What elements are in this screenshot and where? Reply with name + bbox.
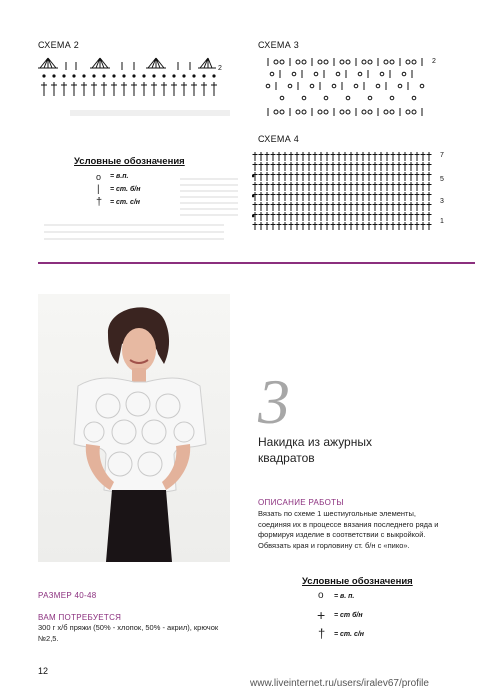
fan-icon	[146, 58, 166, 68]
fan-icon	[90, 58, 110, 68]
description-heading: ОПИСАНИЕ РАБОТЫ	[258, 498, 344, 507]
chain-stitch-icon: о	[318, 590, 324, 601]
legend-bottom-label: = в. п.	[334, 593, 355, 600]
fan-icon	[38, 58, 58, 68]
legend-top-label: = ст. б/н	[110, 186, 141, 193]
legend-bottom-label: = ст б/н	[334, 612, 363, 619]
description-text: Вязать по схеме 1 шестиугольные элементы, соединяя их в процессе вязания последнего ряда и формируя изделие в соответствии с выкройкой. Обвязать края и горловину ст. б/н с «пико».	[258, 509, 439, 550]
single-crochet-icon: +	[317, 607, 326, 623]
materials-text: 300 г х/б пряжи (50% - хлопок, 50% - акрил), крючок №2,5.	[38, 623, 219, 643]
size-value: 40-48	[74, 591, 97, 600]
size-heading: РАЗМЕР	[38, 591, 73, 600]
scheme4-row-label-3: 3	[440, 198, 444, 205]
double-crochet-icon: †	[318, 626, 326, 641]
page-number: 12	[38, 666, 49, 676]
show-through-text	[44, 224, 224, 244]
scheme4-row-label-5: 5	[440, 176, 444, 183]
scheme3-diagram	[262, 54, 432, 120]
legend-top-label: = ст. с/н	[110, 199, 141, 206]
legend-bottom-item	[318, 628, 438, 647]
legend-bottom-list	[318, 590, 438, 647]
legend-bottom-label: = ст. с/н	[334, 631, 365, 638]
legend-top-title: Условные обозначения	[74, 156, 185, 167]
double-crochet-icon: †	[96, 196, 103, 208]
fan-icon	[198, 58, 216, 68]
scheme3-title: СХЕМА 3	[258, 40, 300, 50]
chain-stitch-icon: о	[96, 172, 102, 182]
show-through-text	[70, 110, 230, 116]
single-crochet-icon: |	[97, 184, 100, 195]
section-divider	[38, 262, 475, 264]
scheme4-title: СХЕМА 4	[258, 134, 300, 144]
legend-bottom-item	[318, 590, 438, 609]
scheme2-title: СХЕМА 2	[38, 40, 80, 50]
project-title: Накидка из ажурных квадратов	[258, 435, 372, 465]
size-section	[38, 591, 97, 600]
scheme3-row-label: 2	[432, 58, 436, 65]
legend-bottom-item	[318, 609, 438, 628]
show-through-text	[180, 178, 238, 218]
scheme4-row-label-7: 7	[440, 152, 444, 159]
legend-top-label: = в.п.	[110, 173, 129, 180]
project-number: 3	[258, 366, 290, 437]
scheme2-row-label: 2	[218, 65, 222, 72]
scheme4-diagram	[252, 150, 438, 230]
materials-heading: ВАМ ПОТРЕБУЕТСЯ	[38, 613, 122, 622]
scheme4-row-label-1: 1	[440, 218, 444, 225]
legend-bottom-title: Условные обозначения	[302, 576, 413, 587]
model-photo	[38, 294, 230, 562]
scheme2-diagram	[36, 56, 226, 100]
woman-in-lace-top-icon	[38, 294, 230, 562]
watermark-url: www.liveinternet.ru/users/iralev67/profile	[250, 678, 429, 689]
